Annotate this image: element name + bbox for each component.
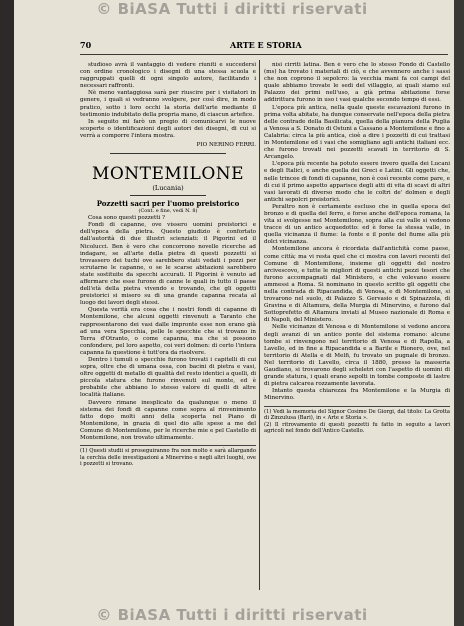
page-edge-shadow [0,0,14,626]
header-rule [80,54,448,55]
right-paragraph-1: nisi cirriti latina. Ben è vero che lo stesso Fondo di Castello (ms) ha trovato i materiali di ciò, e che avvennero anche i sassi che non coprono il sepolcro: la vecchia mani fa coi campi del quale abbiamo trovate le sedi del villaggio, ai quali siamo sul Palazzo dei primi nell'uso, a già prima abitazione forse addirittura furono in uso i vasi qualche secondo tempo di essi. [264,62,450,104]
column-divider [259,60,260,590]
left-footnote: (1) Questi studii si proseguiranno fra non molto e sarà allargando la cerchia delle investigazioni a Minervino e negli altri luoghi, ove i pozzetti si trovano. [80,445,256,468]
intro-paragraph-3: In seguito mi farò un pregio di comunicarvi le nuove scoperte o identificazioni degli autori dei disegni, di cui si verrà a comporre l'intera mostra. [80,118,256,139]
right-paragraph-7: Intanto questa chiarezza fra Montemilone e la Murgia di Minervino. [264,388,450,402]
right-column [264,62,450,592]
right-paragraph-6: Nelle vicinanze di Venosa e di Montemilone si vedono ancora degli avanzi di un antico ponte del sistema romano: alcune tombe si rinvengono nel territorio di Venosa e di Rapolla, a Lavello, ed in fine a Ripacandida e a Barile e Rionero, ove, nel territorio di Atella e di Melfi, fu trovato un pugnale di bronzo. Nel territorio di Lavello, circa il 1880, presso la masseria Gaudiano, si trovarono degli scheletri con l'aspetto di uomini di grande statura, i quali erano sepolti in tombe composte di lastre di pietra calcarea rozzamente lavorata. [264,324,450,388]
right-paragraph-2: L'epoca più antica, nella quale queste escavazioni furono in prima volta abitate, ha dunque conservate nell'epoca della pietra delle contrade della Basilicata, quella della pianura della Puglia a Venosa a S. Donato di Ostuni a Cassano a Montemilone e fino a Calabria: circa la più antica, cioè a dire i pozzetti di cui trattasi in Montemilone ed i vasi che somigliano agli antichi italiani ecc. che furono trovati nei pozzetti scavati in territorio di S. Arcangelo. [264,104,450,161]
section-subtitle: (Lucania) [152,184,184,193]
article-subtitle: (Cont. e fine, vedi N. 8) [138,208,198,215]
intro-signature: PIO NERINO FERRI. [196,142,256,149]
watermark-top: © BiASA Tutti i diritti riservati [96,0,368,18]
watermark-bottom: © BiASA Tutti i diritti riservati [96,606,368,624]
body-paragraph-4: Dentro i tumuli o specchie furono trovati i capitelli di cui sopra, oltre che di umana ossa, con bacini di pietra e vasi, oltre oggetti di metallo di qualità del resto identici a quelli, di piccola statura che furono rinvenuti sul monte, ed è probabile che abbiano lo stesso valore di quelli di altre località italiane. [80,357,256,399]
left-column [80,62,256,592]
right-footnote-1: (1) Vedi la memoria del Signor Cosimo De Giorgi, dal titolo: La Grotta di Zinzulusa (Bari), in « Arte e Storia ». [264,406,450,422]
journal-title: ARTE E STORIA [230,40,302,50]
intro-paragraph-1: studioso avrà il vantaggio di vedere riuniti e succedersi con ordine cronologico i disegni di una stessa scuola e raggruppati quelli di ogni singolo autore, facilitando i necessari raffronti. [80,62,256,90]
page-header [80,40,448,52]
article-title: Pozzetti sacri per l'uomo preistorico [96,199,240,209]
page-number: 70 [80,40,92,50]
body-paragraph-5: Davvero rimane inesplicato da qualunque o meno il sistema dei fondi di capanne come sopra al rinvenimento fatto dopo molti anni della scoperta nel Piano di Montemilone, in grazia di quel dio alle spese a me del Comune di Montemilone, per le ricerche mie e pel Castello di Montemilone, non trovato ultimamente. [80,399,256,442]
right-paragraph-5: Montemilone ancora è ricordata dall'antichità come paese, come città; ma vi resta quel che ci mostra con lavori recenti del Comune di Montemilone, insieme gli oggetti del nostro arcivescovo, e tutte le migliori di questi antichi pezzi tesori che furono accompagnati dal Ministero, e che volevano essere ammessi a Roma. Si nominano in questo scritto gli oggetti che nella contrada di Ripacandida, di Venosa, e di Montemilone, si trovarono nel suolo, di Palazzo S. Gervasio e di Spinazzola, di Gravina e di Altamura, della Murgia di Minervino, e furono dal Sottoprefetto di Altamura inviati al Museo nazionale di Roma e di Napoli, del Ministero. [264,246,450,324]
section-title: MONTEMILONE [91,164,245,185]
right-paragraph-3: L'epoca più recente ha potuto essere invero quella dei Lucani e degli Italici, e anche quella dei Greci e Latini. Gli oggetti che, nelle trincee di fondi di capanne, non è così recente come pare, e di cui il primo aspetto apparisce degli atti di vita di scavi di altri vasi lavorati di diverso modo che le coltri de' dolmen e degli antichi sepolcri preistorici. [264,161,450,203]
intro-paragraph-2: Nè meno vantaggiosa sarà per riuscire per i visitatori in genere, i quali si vedranno svolgere, per così dire, in modo pratico, sotto i loro occhi la storia dell'arte mediante il testimonio indubitato della propria mano, di ciascun artefice. [80,90,256,118]
section-divider [110,153,226,154]
body-paragraph-3: Questa verità era cosa che i nostri fondi di capanne di Montemilone, che alcuni oggetti rinvenuti a Taranto che rappresentarono dei vasi dalle impronte esse non erano già ad una vera Specchia, pelle le specchie che si trovano in Terra d'Otranto, o come capanna, ma che si possono confondere, pel loro aspetto, coi veri dolmen: di certo l'intera capanna fa questione è tutt'ora da risolvere. [80,307,256,356]
right-paragraph-4: Peraltro non è certamente escluso che in quella epoca del bronzo e di quella del ferro, e forse anche dell'epoca romana, la vita si svolgesse nel Montemilone, sopra alla cui valle si vedono tracce di un antico acquedotto: ed è forse la stessa valle, in quella vicinanza il fiume: la fonte e il ponte del fiume alla più dolci vicinanza. [264,203,450,246]
body-paragraph-2: Fondi di capanne, ove vissero uomini preistorici e dell'epoca della pietra. Questo giudizio è confortato dall'autorità di due illustri scienziati: il Pigorini ed il Nicolucci. Ben è vero che concorrono novelle ricerche ad indagare, se all'arte della pietra di questi pozzetti si trovassero dei tuchi ove sarebbero stati vedati i pozzi per scrutarne le capanne, o se le scarse abitazioni sarebbero state sostituite da specchi accurati. Il Pigorini è venuto ad affermare che esse furono di canne le quali in tutto il paese dell'età della pietra vivendo e trovando, che gli oggetti preistorici si misero su di una grande capanna recata al luogo dei lavori degli stessi. [80,222,256,307]
right-footnote-2: (2) Il ritrovamento di questi pozzetti fu fatto in seguito a lavori agricoli nel fondo dell'Antico Castello. [264,421,450,435]
body-paragraph-1: Cosa sono questi pozzetti ? [88,215,166,222]
title-divider [130,195,206,196]
